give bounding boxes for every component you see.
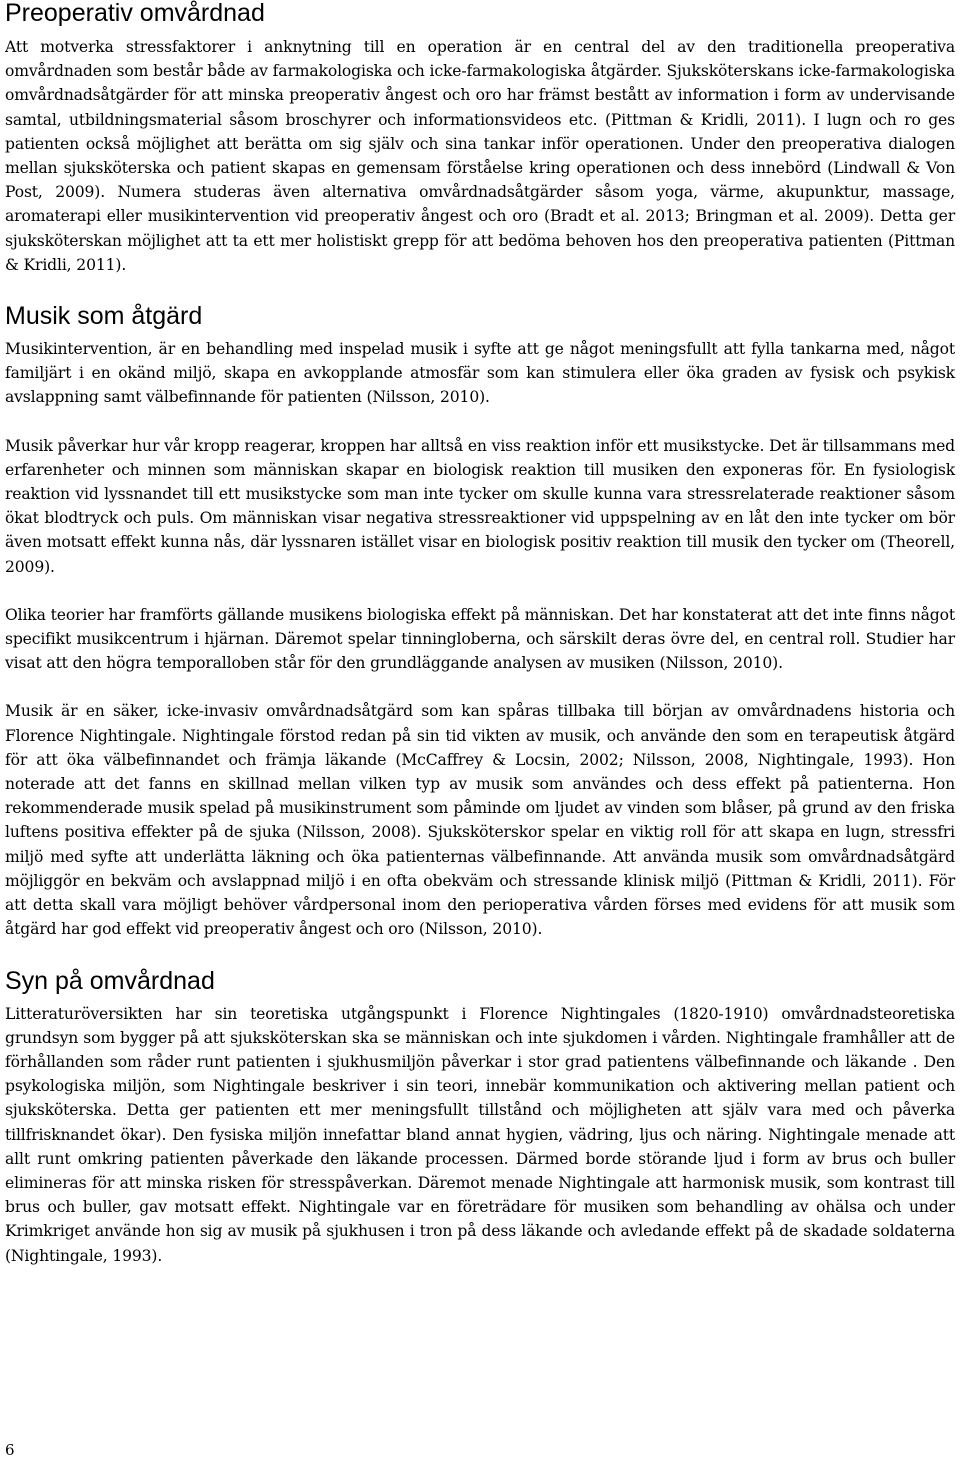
paragraph-preoperativ-1: Att motverka stressfaktorer i anknytning till en operation är en central del av den traditionella preoperativa omvårdnaden som består både av farmakologiska och icke-farmakologiska åtgärder. Sjuksköterskans icke-farmakologiska omvårdnadsåtgärder för att minska preoperativ ångest och oro har främst bestått av information i form av undervisande samtal, utbildningsmaterial såsom broschyrer och informationsvideos etc. (Pittman & Kridli, 2011). I lugn och ro ges patienten också möjlighet att berätta om sig själv och sina tankar inför operationen. Under den preoperativa dialogen mellan sjuksköterska och patient skapas en gemensam förståelse kring operationen och dess innebörd (Lindwall & Von Post, 2009). Numera studeras även alternativa omvårdnadsåtgärder såsom yoga, värme, akupunktur, massage, aromaterapi eller musikintervention vid preoperativ ångest och oro (Bradt et al. 2013; Bringman et al. 2009). Detta ger sjuksköterskan möjlighet att ta ett mer holistiskt grepp för att bedöma behoven hos den preoperativa patienten (Pittman & Kridli, 2011). <box>5 38 955 274</box>
section-heading-musik: Musik som åtgärd <box>5 302 203 331</box>
section-heading-preoperativ: Preoperativ omvårdnad <box>5 0 265 27</box>
paragraph-musik-2: Musik påverkar hur vår kropp reagerar, kroppen har alltså en viss reaktion inför ett musikstycke. Det är tillsammans med erfarenheter och minnen som människan skapar en biologisk reaktion till musiken den exponeras för. En fysiologisk reaktion vid lyssnandet till ett musikstycke som man inte tycker om skulle kunna vara stressrelaterade reaktioner såsom ökat blodtryck och puls. Om människan visar negativa stressreaktioner vid uppspelning av en låt den inte tycker om bör även motsatt effekt kunna nås, där lyssnaren istället visar en biologisk positiv reaktion till musik den tycker om (Theorell, 2009). <box>5 436 955 576</box>
paragraph-syn-1: Litteraturöversikten har sin teoretiska utgångspunkt i Florence Nightingales (1820-1910) omvårdnadsteoretiska grundsyn som bygger på att sjuksköterskan ska se människan och inte sjukdomen i vården. Nightingale framhåller att de förhållanden som råder runt patienten i sjukhusmiljön påverkar i stor grad patientens välbefinnande och läkande . Den psykologiska miljön, som Nightingale beskriver i sin teori, innebär kommunikation och aktivering mellan patient och sjuksköterska. Detta ger patienten ett mer meningsfullt tillstånd och möjligheten att själv vara med och påverka tillfrisknandet ökar). Den fysiska miljön innefattar bland annat hygien, vädring, ljus och näring. Nightingale menade att allt runt omkring patienten påverkade den läkande processen. Därmed borde störande ljud i form av brus och buller elimineras för att minska risken för stresspåverkan. Däremot menade Nightingale att harmonisk musik, som kontrast till brus och buller, gav motsatt effekt. Nightingale var en företrädare för musiken som behandling av ohälsa och under Krimkriget använde hon sig av musik på sjukhusen i tron på dess läkande och avledande effekt på de skadade soldaterna (Nightingale, 1993). <box>5 1004 955 1265</box>
paragraph-musik-3: Olika teorier har framförts gällande musikens biologiska effekt på människan. Det har konstaterat att det inte finns något specifikt musikcentrum i hjärnan. Däremot spelar tinningloberna, och särskilt deras övre del, en central roll. Studier har visat att den högra temporalloben står för den grundläggande analysen av musiken (Nilsson, 2010). <box>5 605 955 673</box>
section-heading-syn: Syn på omvårdnad <box>5 966 215 995</box>
document-page <box>5 0 955 1268</box>
paragraph-musik-1: Musikintervention, är en behandling med inspelad musik i syfte att ge något meningsfullt att fylla tankarna med, något familjärt i en okänd miljö, skapa en avkopplande atmosfär som kan stimulera eller öka graden av fysisk och psykisk avslappning samt välbefinnande för patienten (Nilsson, 2010). <box>5 340 955 407</box>
page-number: 6 <box>5 1441 15 1459</box>
paragraph-musik-4: Musik är en säker, icke-invasiv omvårdnadsåtgärd som kan spåras tillbaka till början av omvårdnadens historia och Florence Nightingale. Nightingale förstod redan på sin tid vikten av musik, och använde den som en terapeutisk åtgärd för att öka välbefinnandet och främja läkande (McCaffrey & Locsin, 2002; Nilsson, 2008, Nightingale, 1993). Hon noterade att det fanns en skillnad mellan vilken typ av musik som användes och dess effekt på patienterna. Hon rekommenderade musik spelad på musikinstrument som påminde om ljudet av vinden som blåser, på grund av den friska luftens positiva effekter på de sjuka (Nilsson, 2008). Sjuksköterskor spelar en viktig roll för att skapa en lugn, stressfri miljö med syfte att underlätta läkning och öka patienternas välbefinnande. Att använda musik som omvårdnadsåtgärd möjliggör en bekväm och avslappnad miljö i en ofta obekväm och stressande klinisk miljö (Pittman & Kridli, 2011). För att detta skall vara möjligt behöver vårdpersonal inom den perioperativa vården förses med evidens för att musik som åtgärd har god effekt vid preoperativ ångest och oro (Nilsson, 2010). <box>5 702 955 939</box>
